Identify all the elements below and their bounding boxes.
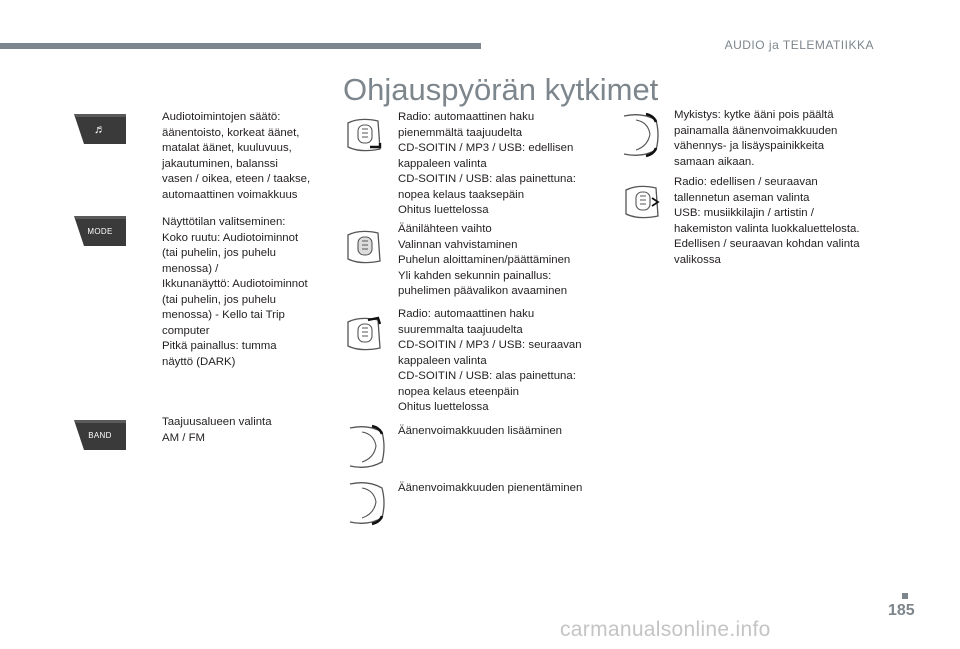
volume-down-text: Äänenvoimakkuuden pienentäminen	[398, 482, 583, 494]
audio-settings-text: Audiotoimintojen säätö: äänentoisto, korkeat äänet, matalat äänet, kuuluvuus, jakautuminen, balanssi vasen / oikea, eteen / taakse, automaattinen voimakkuus	[162, 111, 311, 201]
display-mode-text: Näyttötilan valitseminen: Koko ruutu: Audiotoiminnot (tai puhelin, jos puhelu menossa) / Ikkunanäyttö: Audiotoiminnot (tai puhelin, jos puhelu menossa) - Kello tai Trip computer Pitkä painallus: tumma näyttö (DARK)	[162, 216, 308, 368]
steering-control-up-icon	[340, 312, 386, 358]
section-header: AUDIO ja TELEMATIIKKA	[724, 38, 874, 52]
seek-up-text: Radio: automaattinen haku suuremmalta taajuudelta CD-SOITIN / MP3 / USB: seuraavan kappaleen valinta CD-SOITIN / USB: alas painettuna: nopea kelaus eteenpäin Ohitus luettelossa	[398, 308, 582, 413]
source-select-text: Äänilähteen vaihto Valinnan vahvistaminen Puhelun aloittaminen/päättäminen Yli kahden sekunnin painallus: puhelimen päävalikon avaaminen	[398, 223, 571, 297]
page-end-marker	[902, 593, 908, 599]
volume-up-text: Äänenvoimakkuuden lisääminen	[398, 425, 563, 437]
page-title: Ohjauspyörän kytkimet	[343, 72, 659, 107]
volume-up-wheel-icon	[344, 422, 386, 472]
mute-text: Mykistys: kytke ääni pois päältä painamalla äänenvoimakkuuden vähennys- ja lisäyspainikkeita samaan aikaan.	[674, 109, 838, 168]
band-button-icon	[70, 418, 130, 452]
music-note-button-icon	[70, 112, 130, 146]
page-number: 185	[888, 602, 915, 619]
steering-control-rotate-icon	[618, 180, 664, 226]
mode-button-icon	[70, 214, 130, 248]
music-note-label: ♬	[93, 122, 107, 136]
mute-wheel-icon	[618, 110, 662, 160]
steering-control-press-icon	[340, 225, 386, 271]
watermark: carmanualsonline.info	[560, 618, 771, 641]
band-label: BAND	[88, 430, 112, 440]
steering-control-down-icon	[340, 113, 386, 159]
mode-label: MODE	[87, 226, 113, 236]
volume-down-wheel-icon	[344, 478, 386, 528]
seek-down-text: Radio: automaattinen haku pienemmältä taajuudelta CD-SOITIN / MP3 / USB: edellisen kappaleen valinta CD-SOITIN / USB: alas painettuna: nopea kelaus taaksepäin Ohitus luettelossa	[398, 111, 576, 216]
header-rule	[0, 43, 481, 49]
preset-station-text: Radio: edellisen / seuraavan tallennetun aseman valinta USB: musiikkilajin / artistin / hakemiston valinta luokkaluettelosta. Edellisen / seuraavan kohdan valinta valikossa	[674, 176, 860, 266]
band-select-text: Taajuusalueen valinta AM / FM	[162, 416, 272, 444]
